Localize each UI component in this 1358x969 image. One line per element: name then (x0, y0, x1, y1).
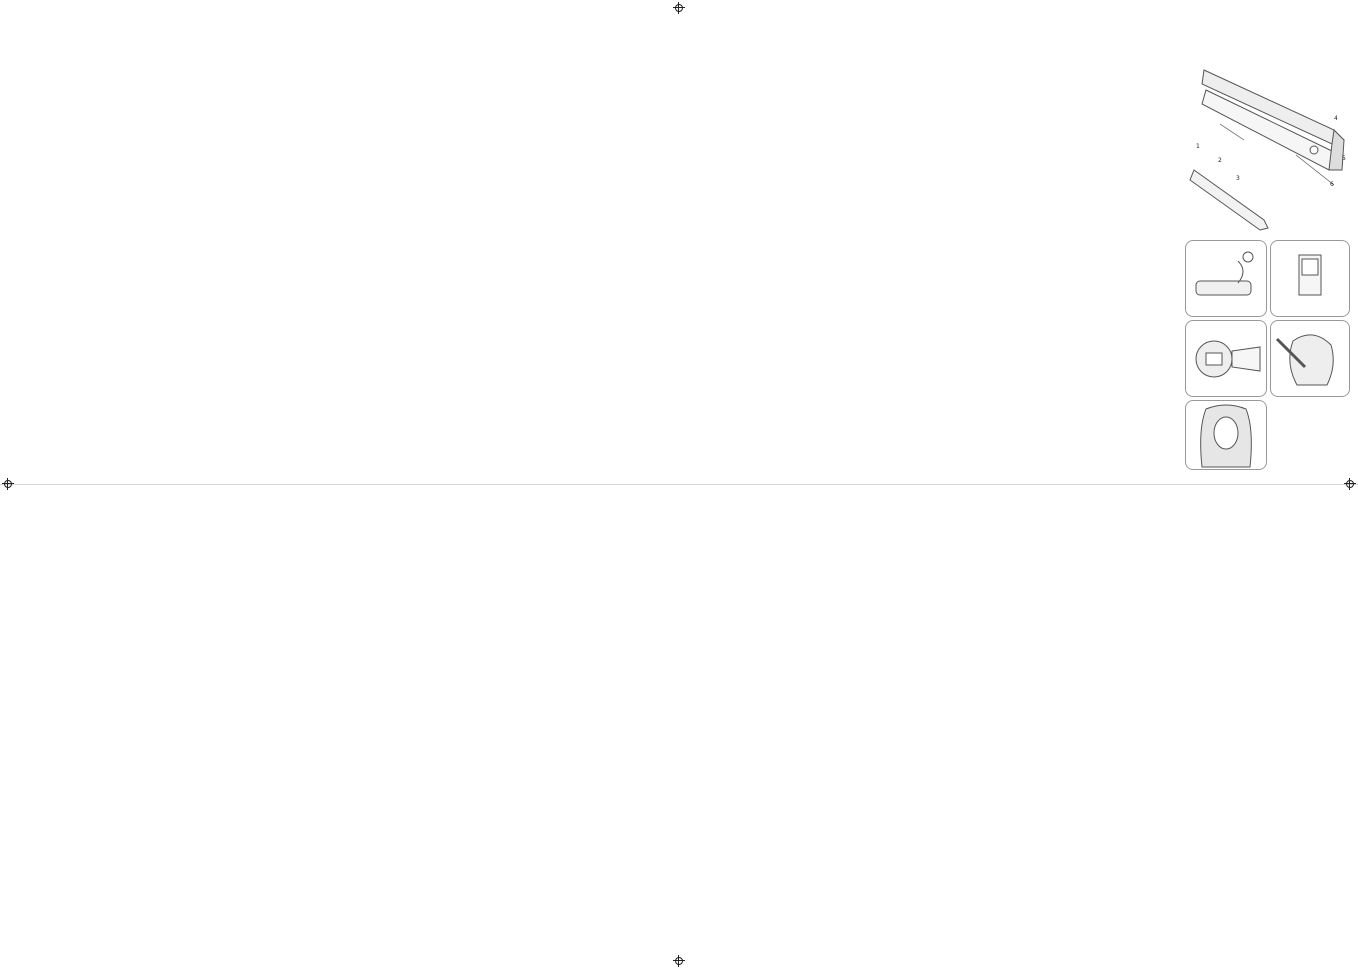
part-label-4: 4 (1334, 115, 1338, 122)
fold-line (0, 484, 1358, 485)
figure-power-switch (1270, 240, 1350, 317)
figure-plates-open (1185, 320, 1267, 397)
figure-styling-hair (1270, 320, 1350, 397)
part-label-1: 1 (1196, 143, 1200, 150)
registration-mark-top (673, 2, 685, 14)
part-label-5: 5 (1342, 155, 1346, 162)
registration-mark-right (1344, 478, 1356, 490)
registration-mark-left (2, 478, 14, 490)
part-label-6: 6 (1330, 181, 1334, 188)
straightener-illustration (1184, 60, 1349, 235)
registration-mark-bottom (673, 955, 685, 967)
figure-result-portrait (1185, 400, 1267, 470)
part-label-2: 2 (1218, 157, 1222, 164)
figure-heating-time (1185, 240, 1267, 317)
part-label-3: 3 (1236, 175, 1240, 182)
